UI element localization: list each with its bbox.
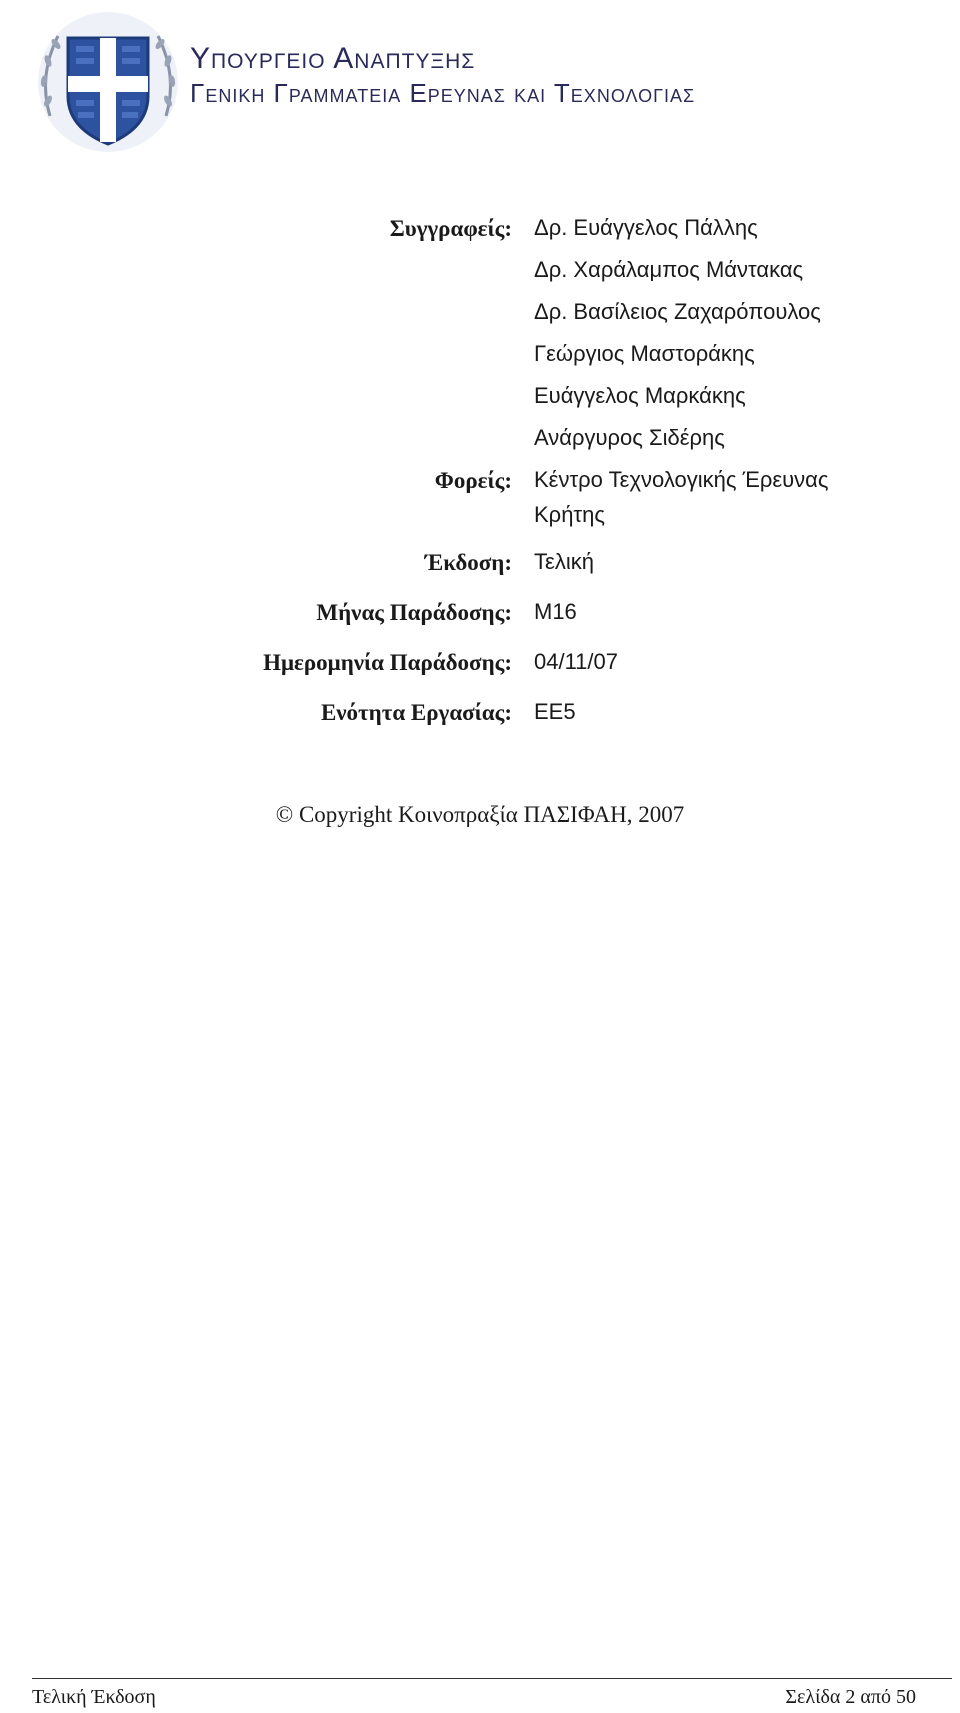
document-info-table: [0, 216, 960, 750]
ministry-name: Υπουργειο Αναπτυξης: [190, 42, 476, 75]
greek-state-emblem-icon: [28, 6, 188, 166]
edition-value: Τελική: [534, 549, 594, 574]
edition-label: Έκδοση:: [424, 550, 512, 575]
copyright-notice: © Copyright Κοινοπραξία ΠΑΣΙΦΑΗ, 2007: [275, 802, 685, 827]
author-name: Ανάργυρος Σιδέρης: [534, 425, 725, 450]
author-name: Δρ. Βασίλειος Ζαχαρόπουλος: [534, 299, 821, 324]
delivery-date-label: Ημερομηνία Παράδοσης:: [263, 650, 512, 675]
author-name: Δρ. Χαράλαμπος Μάντακας: [534, 257, 804, 282]
work-unit-value: ΕΕ5: [534, 699, 576, 724]
delivery-month-value: M16: [534, 599, 577, 624]
delivery-date-value: 04/11/07: [534, 649, 619, 674]
work-unit-row: [0, 700, 960, 750]
author-name: Γεώργιος Μαστοράκης: [534, 341, 755, 366]
footer-divider: [32, 1678, 952, 1679]
bodies-value: Κέντρο Τεχνολογικής Έρευνας Κρήτης: [534, 467, 829, 527]
author-name: Δρ. Ευάγγελος Πάλλης: [534, 215, 758, 240]
delivery-date-row: [0, 650, 960, 700]
document-header: [20, 6, 950, 166]
bodies-row: [0, 468, 960, 550]
secretariat-name: Γενικη Γραμματεια Ερευνασ και Τεχνολογιασ: [190, 78, 696, 108]
bodies-label: Φορείς:: [434, 468, 512, 493]
authors-label: Συγγραφείς:: [389, 216, 512, 241]
footer-page-number: Σελίδα 2 από 50: [785, 1686, 916, 1708]
delivery-month-label: Μήνας Παράδοσης:: [316, 600, 512, 625]
footer-edition: Τελική Έκδοση: [32, 1686, 156, 1708]
work-unit-label: Ενότητα Εργασίας:: [320, 700, 512, 725]
delivery-month-row: [0, 600, 960, 650]
edition-row: [0, 550, 960, 600]
author-name: Ευάγγελος Μαρκάκης: [534, 383, 746, 408]
